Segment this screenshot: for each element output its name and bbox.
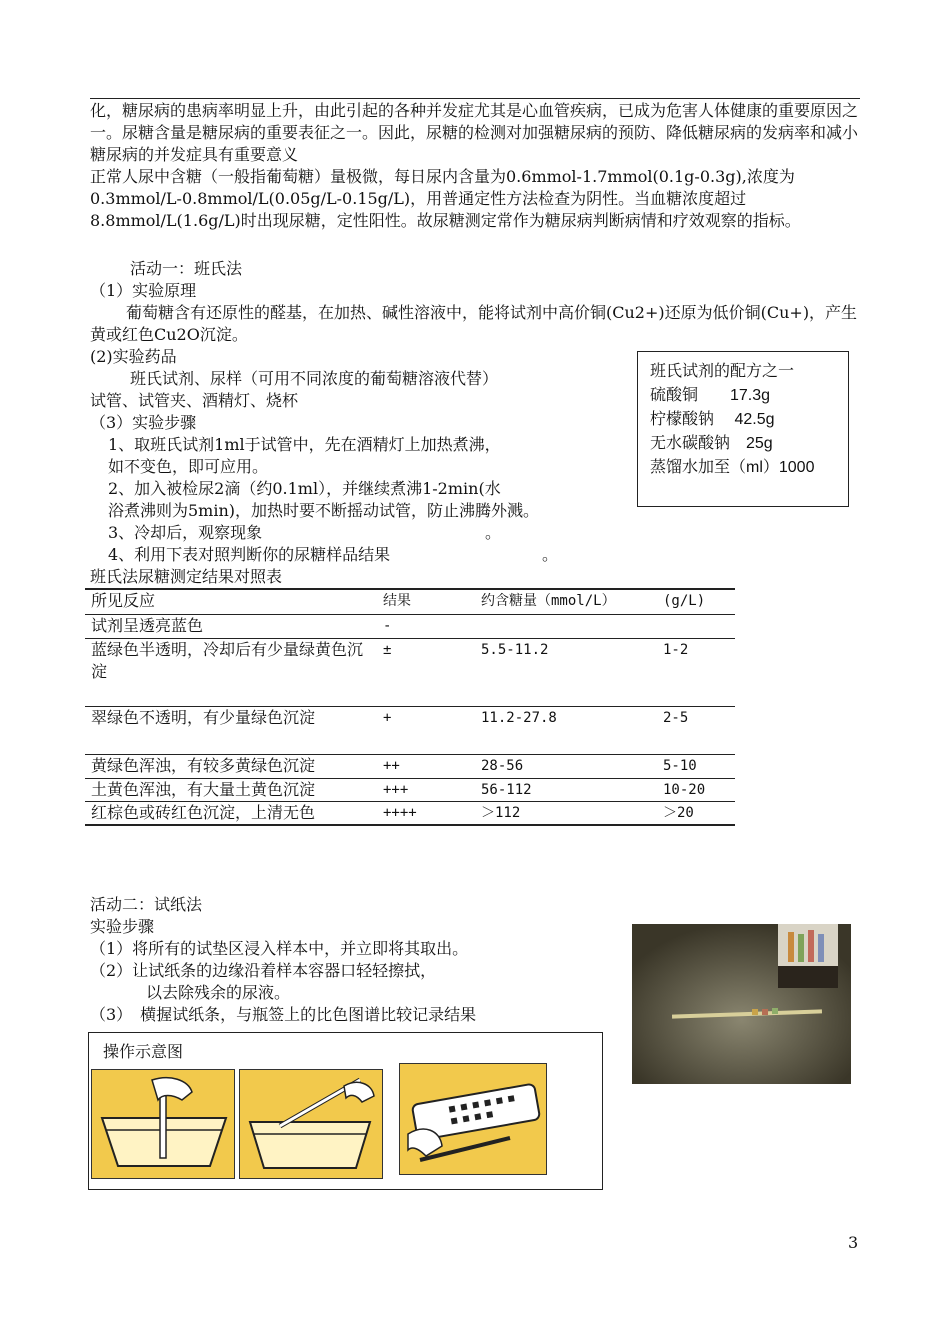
- diagram-box: [88, 1032, 603, 1190]
- cell-mmol: 5.5-11.2: [475, 639, 657, 707]
- cell-mmol: [475, 615, 657, 639]
- result-table: [85, 588, 735, 826]
- page-number: 3: [848, 1233, 859, 1252]
- cell-result: ++++: [377, 802, 475, 826]
- steps-heading: （3）实验步骤: [90, 413, 197, 432]
- intro-paragraph-2: 正常人尿中含糖（一般指葡萄糖）量极微，每日尿内含量为0.6mmol-1.7mmol(0.1g-0.3g),浓度为0.3mmol/L-0.8mmol/L(0.05g/L-0.15g/L)，用普通定性方法检查为阴性。当血糖浓度超过8.8mmol/L(1.6g/L)时出现尿糖，定性阳性。故尿糖测定常作为糖尿病判断病情和疗效观察的指标。: [90, 167, 801, 230]
- wipe-strip-illustration: [239, 1069, 383, 1179]
- reagents-line-2: 试管、试管夹、酒精灯、烧杯: [90, 391, 299, 410]
- activity2-step-3: （3） 横握试纸条，与瓶签上的比色图谱比较记录结果: [90, 1005, 477, 1024]
- step-1-line-a: 1、取班氏试剂1ml于试管中，先在酒精灯上加热煮沸，: [108, 435, 501, 454]
- header-mmol: 约含糖量（mmol/L）: [475, 589, 657, 615]
- cell-result: +: [377, 707, 475, 755]
- cell-mmol: ＞112: [475, 802, 657, 826]
- table-row: [85, 707, 735, 755]
- step-4: 4、利用下表对照判断你的尿糖样品结果: [108, 545, 391, 564]
- formula-line: 柠檬酸钠 42.5g: [650, 411, 775, 428]
- cell-result: ±: [377, 639, 475, 707]
- formula-line: 硫酸铜 17.3g: [650, 387, 771, 404]
- cell-gl: [657, 615, 735, 639]
- cell-mmol: 11.2-27.8: [475, 707, 657, 755]
- step-2-line-a: 2、加入被检尿2滴（约0.1ml），并继续煮沸1-2min(水: [108, 479, 501, 498]
- intro-paragraph-1: 化，糖尿病的患病率明显上升，由此引起的各种并发症尤其是心血管疾病，已成为危害人体健康的重要原因之一。尿糖含量是糖尿病的重要表征之一。因此，尿糖的检测对加强糖尿病的预防、降低糖尿病的发病率和减小糖尿病的并发症具有重要意义: [90, 101, 859, 164]
- cell-gl: 5-10: [657, 755, 735, 779]
- step-3: 3、冷却后，观察现象: [108, 523, 263, 542]
- header-reaction: 所见反应: [85, 589, 377, 615]
- table-row: [85, 779, 735, 802]
- activity2-step-1: （1）将所有的试垫区浸入样本中，并立即将其取出。: [90, 939, 469, 958]
- cell-reaction: 土黄色浑浊，有大量土黄色沉淀: [85, 779, 377, 802]
- cell-mmol: 56-112: [475, 779, 657, 802]
- test-strip-photo: [632, 924, 851, 1084]
- cell-gl: 10-20: [657, 779, 735, 802]
- step-3-period: 。: [485, 523, 502, 542]
- cell-mmol: 28-56: [475, 755, 657, 779]
- table-row: [85, 639, 735, 707]
- cell-gl: 1-2: [657, 639, 735, 707]
- activity2-title: 活动二：试纸法: [90, 895, 203, 914]
- cell-reaction: 蓝绿色半透明，冷却后有少量绿黄色沉淀: [85, 639, 377, 707]
- compare-chart-illustration: [399, 1063, 547, 1175]
- header-gl: (g/L): [657, 589, 735, 615]
- table-header-row: [85, 589, 735, 615]
- principle-text: 葡萄糖含有还原性的醛基，在加热、碱性溶液中，能将试剂中高价铜(Cu2+)还原为低价铜(Cu+)，产生黄或红色Cu2O沉淀。: [90, 303, 858, 344]
- step-2-line-b: 浴煮沸则为5min)，加热时要不断摇动试管，防止沸腾外溅。: [108, 501, 540, 520]
- step-4-period: 。: [542, 545, 559, 564]
- cell-reaction: 红棕色或砖红色沉淀，上清无色: [85, 802, 377, 826]
- table-row: [85, 755, 735, 779]
- header-rule: [90, 98, 860, 99]
- activity2-step-2-line-b: 以去除残余的尿液。: [146, 983, 291, 1002]
- cell-reaction: 试剂呈透亮蓝色: [85, 615, 377, 639]
- principle-heading: （1）实验原理: [90, 281, 197, 300]
- cell-gl: 2-5: [657, 707, 735, 755]
- formula-title: 班氏试剂的配方之一: [650, 363, 795, 380]
- cell-result: -: [377, 615, 475, 639]
- cell-reaction: 黄绿色浑浊，有较多黄绿色沉淀: [85, 755, 377, 779]
- activity2-steps-heading: 实验步骤: [90, 917, 155, 936]
- dip-strip-illustration: [91, 1069, 235, 1179]
- header-result: 结果: [377, 589, 475, 615]
- cell-reaction: 翠绿色不透明，有少量绿色沉淀: [85, 707, 377, 755]
- step-1-line-b: 如不变色，即可应用。: [108, 457, 269, 476]
- diagram-label: 操作示意图: [103, 1042, 184, 1061]
- formula-line: 无水碳酸钠 25g: [650, 435, 773, 452]
- cell-gl: ＞20: [657, 802, 735, 826]
- formula-box: [637, 351, 849, 507]
- cell-result: ++: [377, 755, 475, 779]
- activity2-step-2-line-a: （2）让试纸条的边缘沿着样本容器口轻轻擦拭，: [90, 961, 437, 980]
- cell-result: +++: [377, 779, 475, 802]
- activity1-title: 活动一：班氏法: [130, 259, 243, 278]
- formula-line: 蒸馏水加至（ml）1000: [650, 459, 815, 476]
- table-row: [85, 615, 735, 639]
- reagents-heading: (2)实验药品: [90, 347, 177, 366]
- table-row: [85, 802, 735, 826]
- reagents-line-1: 班氏试剂、尿样（可用不同浓度的葡萄糖溶液代替）: [130, 369, 499, 388]
- table-caption: 班氏法尿糖测定结果对照表: [90, 567, 283, 586]
